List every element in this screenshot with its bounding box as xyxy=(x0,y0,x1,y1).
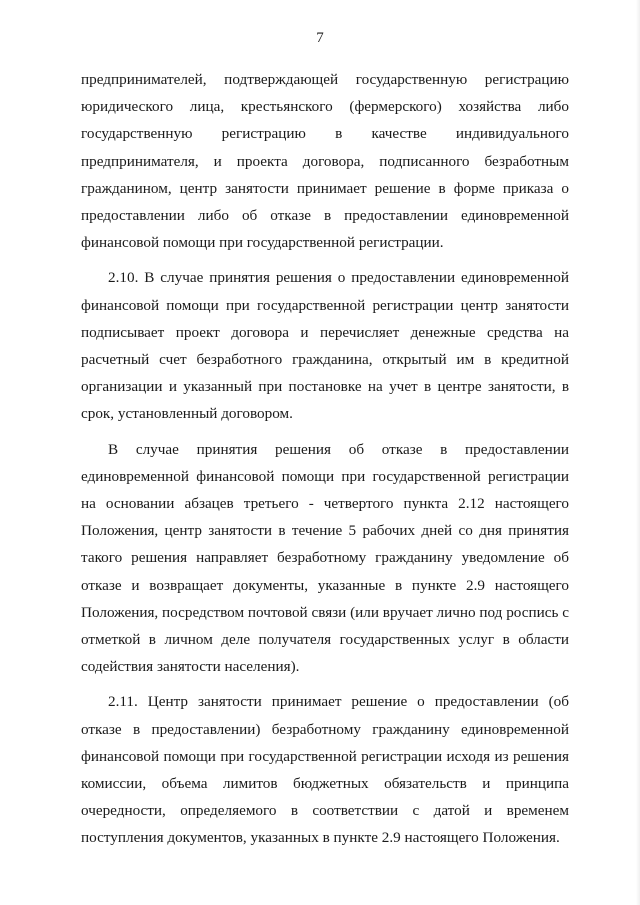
document-body xyxy=(81,66,569,860)
paragraph-refusal: В случае принятия решения об отказе в предоставлении единовременной финансовой помощи при государственной регистрации на основании абзацев третьего - четвертого пункта 2.12 настоящего Положения, центр занятости в течение 5 рабочих дней со дня принятия такого решения направляет безработному гражданину уведомление об отказе и возвращает документы, указанные в пункте 2.9 настоящего Положения, посредством почтовой связи (или вручает лично под роспись с отметкой в личном деле получателя государственных услуг в области содействия занятости населения). xyxy=(81,440,569,676)
page-number: 7 xyxy=(316,30,324,46)
paragraph-2-10: 2.10. В случае принятия решения о предоставлении единовременной финансовой помощи при государственной регистрации центр занятости подписывает проект договора и перечисляет денежные средства на расчетный счет безработного гражданина, открытый им в кредитной организации и указанный при постановке на учет в центре занятости, в срок, установленный договором. xyxy=(81,269,569,423)
scan-edge xyxy=(636,0,640,905)
paragraph-continuation: предпринимателей, подтверждающей государственную регистрацию юридического лица, крестьянского (фермерского) хозяйства либо государственную регистрацию в качестве индивидуального предпринимателя, и проекта договора, подписанного безработным гражданином, центр занятости принимает решение в форме приказа о предоставлении либо об отказе в предоставлении единовременной финансовой помощи при государственной регистрации. xyxy=(81,71,569,252)
paragraph-2-11: 2.11. Центр занятости принимает решение о предоставлении (об отказе в предоставлении) безработному гражданину единовременной финансовой помощи при государственной регистрации исходя из решения комиссии, объема лимитов бюджетных обязательств и принципа очередности, определяемого в соответствии с датой и временем поступления документов, указанных в пункте 2.9 настоящего Положения. xyxy=(81,693,569,847)
